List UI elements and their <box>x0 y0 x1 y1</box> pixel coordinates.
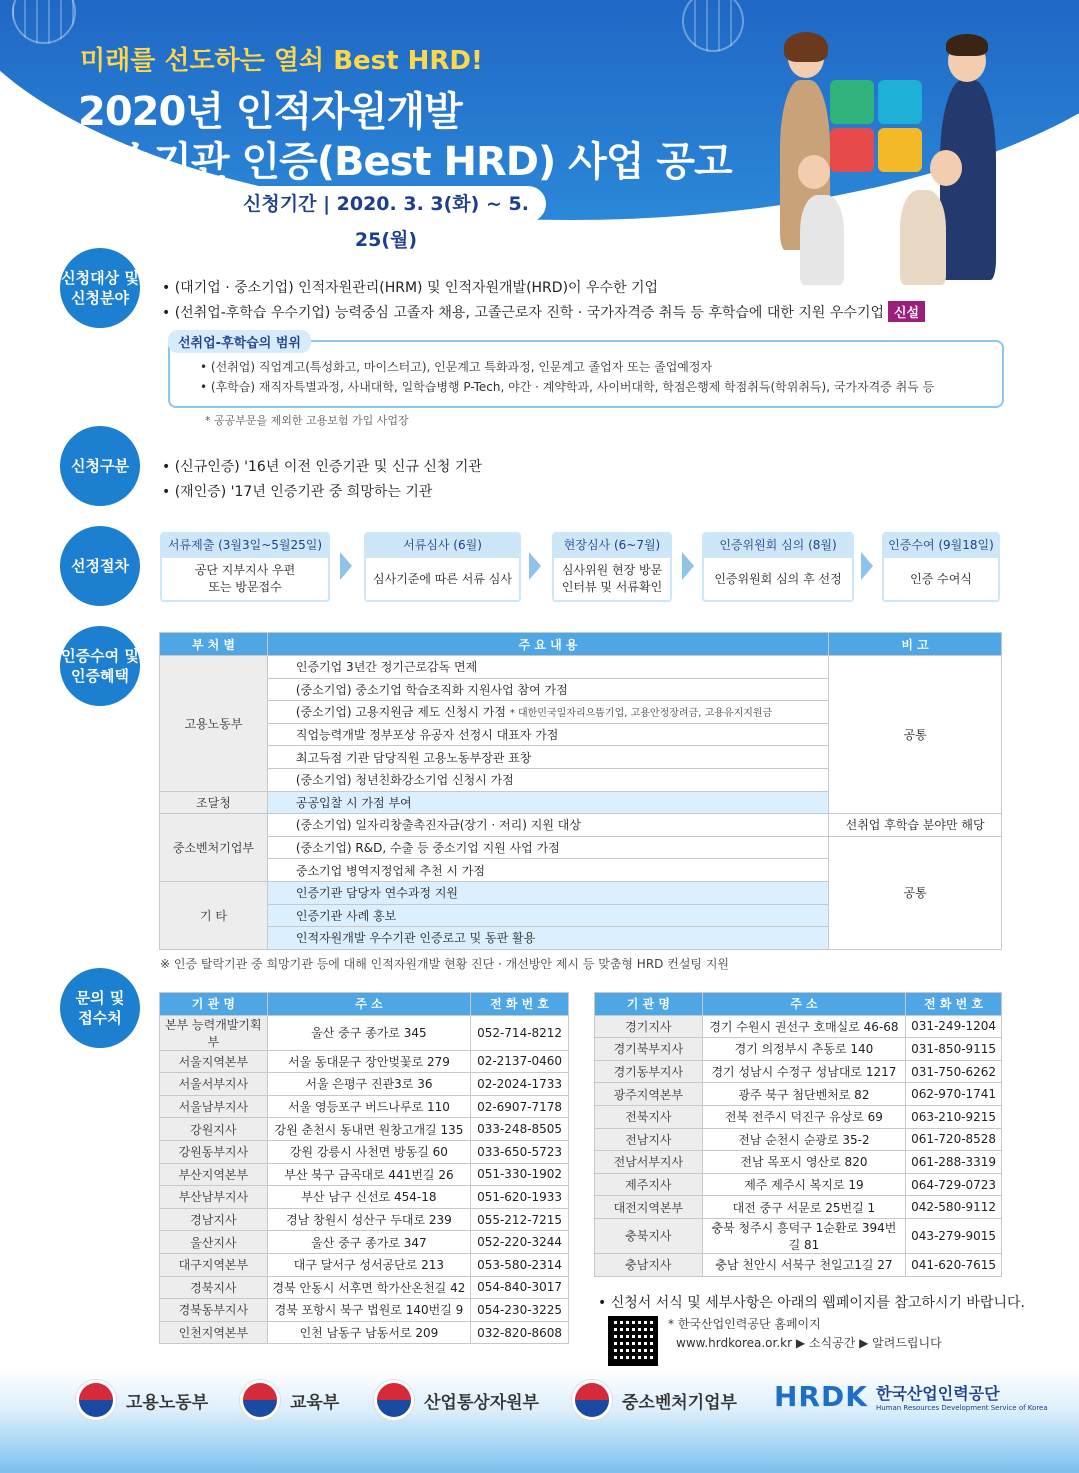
benefit-cell: (중소기업) R&D, 수출 등 중소기업 지원 사업 가점 <box>267 836 828 859</box>
badge-text: 인증혜택 <box>71 667 129 685</box>
arrow-icon <box>682 552 694 580</box>
table-row <box>160 1186 569 1209</box>
contact-org: 경기지사 <box>595 1015 703 1038</box>
contact-table-right <box>594 992 1002 1277</box>
benefits-footnote: ※ 인증 탈락기관 중 희망기관 등에 대해 인적자원개발 현황 진단 · 개선방안 제시 등 맞춤형 HRD 컨설팅 지원 <box>160 957 729 971</box>
contact-phone: 031-850-9115 <box>906 1038 1002 1061</box>
contact-phone: 054-840-3017 <box>471 1276 569 1299</box>
table-row <box>595 1196 1002 1219</box>
header-note: 비 고 <box>829 633 1002 656</box>
process-step-5 <box>882 532 1000 602</box>
logo-text: 교육부 <box>290 1392 340 1413</box>
scope-item2: • (후학습) 재직자특별과정, 사내대학, 일학습병행 P-Tech, 야간 · 계약학과, 사이버대학, 학점은행제 학점취득(학위취득), 국가자격증 취득 등 <box>200 380 935 394</box>
scope-title: 선취업-후학습의 범위 <box>168 330 311 353</box>
note-common: 공통 <box>829 836 1002 949</box>
step-title: 서류심사 (6월) <box>364 532 521 558</box>
table-row <box>160 656 1002 679</box>
contact-address: 서울 영등포구 버드나루로 110 <box>267 1095 470 1118</box>
title-line1: 2020년 인적자원개발 <box>78 89 462 135</box>
step-desc <box>882 558 1000 602</box>
contact-org: 전북지사 <box>595 1105 703 1128</box>
table-row <box>160 1118 569 1141</box>
contact-org: 서울지역본부 <box>160 1050 268 1073</box>
step-desc-line: 또는 방문접수 <box>208 580 282 594</box>
contact-org: 경기북부지사 <box>595 1038 703 1061</box>
person-hair <box>946 34 988 56</box>
note-lifelong: 선취업 후학습 분야만 해당 <box>829 814 1002 837</box>
category-item1: • (신규인증) '16년 이전 인증기관 및 신규 신청 기관 <box>162 459 482 475</box>
benefit-cell: 직업능력개발 정부포상 유공자 선정시 대표자 가점 <box>267 723 828 746</box>
badge-text: 인증수여 및 <box>61 647 139 665</box>
taeguk-icon <box>572 1380 612 1420</box>
badge-category <box>60 426 140 506</box>
table-row <box>160 1276 569 1299</box>
contact-phone: 031-750-6262 <box>906 1060 1002 1083</box>
person-boy-center <box>800 195 844 285</box>
table-row <box>160 1231 569 1254</box>
target-item1: • (대기업 · 중소기업) 인적자원관리(HRM) 및 인적자원개발(HRD)이 우수한 기업 <box>162 280 659 296</box>
contact-phone: 054-230-3225 <box>471 1299 569 1322</box>
contact-address: 경기 수원시 권선구 호매실로 46-68 <box>702 1015 905 1038</box>
arrow-icon <box>529 552 541 580</box>
header-phone: 전 화 번 호 <box>906 993 1002 1016</box>
contact-address: 전북 전주시 덕진구 유상로 69 <box>702 1105 905 1128</box>
table-row <box>595 1038 1002 1061</box>
contact-phone: 043-279-9015 <box>906 1218 1002 1253</box>
contact-address: 경남 창원시 성산구 두대로 239 <box>267 1208 470 1231</box>
contact-phone: 051-620-1933 <box>471 1186 569 1209</box>
contact-address: 충남 천안시 서북구 천일고1길 27 <box>702 1253 905 1276</box>
logo-text: 산업통상자원부 <box>424 1392 539 1413</box>
table-header-row <box>160 633 1002 656</box>
table-row <box>160 836 1002 859</box>
illustration <box>750 20 1070 290</box>
hrdk-mark: HRDK <box>774 1380 868 1413</box>
scope-item1: • (선취업) 직업계고(특성화고, 마이스터고), 인문계고 특화과정, 인문계고 졸업자 또는 졸업예정자 <box>200 360 713 374</box>
table-row <box>595 1015 1002 1038</box>
contact-table-left <box>159 992 569 1344</box>
contact-org: 서울남부지사 <box>160 1095 268 1118</box>
contact-address: 울산 중구 종가로 347 <box>267 1231 470 1254</box>
contact-org: 부산지역본부 <box>160 1163 268 1186</box>
table-row <box>595 1151 1002 1174</box>
process-step-4 <box>702 532 854 602</box>
step-desc-line: 인터뷰 및 서류확인 <box>561 580 663 594</box>
logo-education <box>240 1380 339 1420</box>
contact-phone: 053-580-2314 <box>471 1253 569 1276</box>
contact-address: 경북 포항시 북구 법원로 140번길 9 <box>267 1299 470 1322</box>
contact-address: 광주 북구 첨단벤처로 82 <box>702 1083 905 1106</box>
contact-org: 본부 능력개발기획부 <box>160 1015 268 1050</box>
header-org: 기 관 명 <box>595 993 703 1016</box>
badge-text: 신청분야 <box>71 289 129 307</box>
contact-org: 서울서부지사 <box>160 1073 268 1096</box>
contact-org: 경북지사 <box>160 1276 268 1299</box>
contact-address: 제주 제주시 복지로 19 <box>702 1173 905 1196</box>
benefit-cell: (중소기업) 중소기업 학습조직화 지원사업 참여 가점 <box>267 678 828 701</box>
taeguk-icon <box>374 1380 414 1420</box>
table-row <box>595 1128 1002 1151</box>
process-step-1 <box>160 532 330 602</box>
contact-org: 경기동부지사 <box>595 1060 703 1083</box>
hrdk-en: Human Resources Development Service of Korea <box>875 1404 1048 1412</box>
benefit-cell: (중소기업) 일자리창출촉진자금(장기 · 저리) 지원 대상 <box>267 814 828 837</box>
benefits-table <box>159 632 1002 950</box>
table-row <box>595 1105 1002 1128</box>
table-row <box>160 814 1002 837</box>
contact-address: 서울 은평구 진관3로 36 <box>267 1073 470 1096</box>
puzzle-piece-green <box>830 80 874 124</box>
contact-phone: 062-970-1741 <box>906 1083 1002 1106</box>
contact-org: 경남지사 <box>160 1208 268 1231</box>
contact-phone: 032-820-8608 <box>471 1321 569 1344</box>
contact-org: 충남지사 <box>595 1253 703 1276</box>
contact-phone: 033-650-5723 <box>471 1140 569 1163</box>
contact-phone: 02-2137-0460 <box>471 1050 569 1073</box>
badge-process <box>60 526 140 606</box>
contact-org: 부산남부지사 <box>160 1186 268 1209</box>
process-step-2 <box>364 532 521 602</box>
contact-address: 경기 성남시 수정구 성남대로 1217 <box>702 1060 905 1083</box>
contact-phone: 061-288-3319 <box>906 1151 1002 1174</box>
badge-target <box>60 248 140 328</box>
target-item2: • (선취업-후학습 우수기업) 능력중심 고졸자 채용, 고졸근로자 진학 · 국가자격증 취득 등 후학습에 대한 지원 우수기업 <box>162 305 884 321</box>
benefit-cell: 공공입찰 시 가점 부여 <box>267 791 828 814</box>
step-desc <box>160 558 330 602</box>
application-period: 신청기간 | 2020. 3. 3(화) ~ 5. 25(월) <box>226 186 546 222</box>
table-row <box>160 1321 569 1344</box>
contact-address: 강원 춘천시 동내면 원창고개길 135 <box>267 1118 470 1141</box>
contact-phone: 061-720-8528 <box>906 1128 1002 1151</box>
step-title: 현장심사 (6~7월) <box>552 532 672 558</box>
badge-text: 접수처 <box>78 1009 122 1027</box>
contact-address: 강원 강릉시 사천면 방동길 60 <box>267 1140 470 1163</box>
table-row <box>160 1073 569 1096</box>
contact-address: 부산 북구 금곡대로 441번길 26 <box>267 1163 470 1186</box>
dept-procure: 조달청 <box>160 791 268 814</box>
benefit-text: (중소기업) 고용지원금 제도 신청시 가점 <box>295 705 506 720</box>
person-head <box>930 150 962 186</box>
new-tag: 신설 <box>888 301 925 322</box>
step-title: 인증위원회 심의 (8월) <box>702 532 854 558</box>
contact-org: 대구지역본부 <box>160 1253 268 1276</box>
contact-org: 전남서부지사 <box>595 1151 703 1174</box>
globe-icon <box>20 182 74 236</box>
badge-benefits <box>60 626 140 706</box>
person-woman-right <box>900 190 946 285</box>
contact-address: 울산 중구 종가로 345 <box>267 1015 470 1050</box>
contact-org: 경북동부지사 <box>160 1299 268 1322</box>
contact-org: 울산지사 <box>160 1231 268 1254</box>
target-item2-row <box>162 301 925 322</box>
table-row <box>160 1163 569 1186</box>
header-phone: 전 화 번 호 <box>471 993 569 1016</box>
benefit-cell: (중소기업) 청년친화강소기업 신청시 가점 <box>267 768 828 791</box>
header-address: 주 소 <box>267 993 470 1016</box>
badge-contact <box>60 968 140 1048</box>
step-desc-line: 인증위원회 심의 후 선정 <box>714 571 842 586</box>
table-row <box>160 1208 569 1231</box>
step-desc-line: 심사기준에 따른 서류 심사 <box>373 571 512 586</box>
contact-org: 인천지역본부 <box>160 1321 268 1344</box>
taeguk-icon <box>76 1380 116 1420</box>
web-note: • 신청서 서식 및 세부사항은 아래의 웹페이지를 참고하시기 바랍니다. <box>598 1295 1025 1311</box>
step-desc <box>552 558 672 602</box>
benefit-cell: 중소기업 병역지정업체 추천 시 가점 <box>267 859 828 882</box>
contact-org: 충북지사 <box>595 1218 703 1253</box>
contact-org: 전남지사 <box>595 1128 703 1151</box>
step-desc <box>702 558 854 602</box>
header-address: 주 소 <box>702 993 905 1016</box>
table-row <box>160 1095 569 1118</box>
badge-text: 선정절차 <box>71 557 129 575</box>
puzzle-piece-cyan <box>878 80 922 124</box>
taeguk-icon <box>240 1380 280 1420</box>
table-row <box>160 1140 569 1163</box>
header-dept: 부 처 별 <box>160 633 268 656</box>
step-title: 인증수여 (9월18일) <box>882 532 1000 558</box>
contact-phone: 042-580-9112 <box>906 1196 1002 1219</box>
process-step-3 <box>552 532 672 602</box>
contact-address: 서울 동대문구 장안벚꽃로 279 <box>267 1050 470 1073</box>
contact-phone: 052-714-8212 <box>471 1015 569 1050</box>
arrow-icon <box>340 552 352 580</box>
contact-phone: 02-6907-7178 <box>471 1095 569 1118</box>
person-hair <box>784 32 828 62</box>
step-desc-line: 심사위원 현장 방문 <box>561 563 663 577</box>
web-label: * 한국산업인력공단 홈페이지 <box>668 1317 821 1331</box>
step-desc-line: 인증 수여식 <box>910 571 972 586</box>
contact-address: 대구 달서구 성서공단로 213 <box>267 1253 470 1276</box>
contact-org: 강원지사 <box>160 1118 268 1141</box>
logo-hrdk <box>774 1380 1048 1413</box>
contact-address: 인천 남동구 남동서로 209 <box>267 1321 470 1344</box>
logo-sme <box>572 1380 737 1420</box>
benefit-cell: 인증기관 사례 홍보 <box>267 904 828 927</box>
contact-address: 전남 목포시 영산로 820 <box>702 1151 905 1174</box>
table-row <box>595 1060 1002 1083</box>
step-title: 서류제출 (3월3일~5월25일) <box>160 532 330 558</box>
contact-address: 충북 청주시 흥덕구 1순환로 394번길 81 <box>702 1218 905 1253</box>
qr-code-icon[interactable] <box>608 1316 658 1366</box>
note-common: 공통 <box>829 656 1002 814</box>
table-row <box>160 1299 569 1322</box>
contact-phone: 063-210-9215 <box>906 1105 1002 1128</box>
dept-sme: 중소벤처기업부 <box>160 814 268 882</box>
contact-phone: 055-212-7215 <box>471 1208 569 1231</box>
puzzle-piece-red <box>830 128 874 172</box>
badge-text: 신청구분 <box>71 457 129 475</box>
benefit-cell <box>267 701 828 724</box>
contact-phone: 052-220-3244 <box>471 1231 569 1254</box>
benefit-cell: 최고득점 기관 담당직원 고용노동부장관 표창 <box>267 746 828 769</box>
table-row <box>160 1015 569 1050</box>
contact-left-body <box>160 1015 569 1344</box>
contact-org: 제주지사 <box>595 1173 703 1196</box>
table-row <box>595 1218 1002 1253</box>
contact-org: 강원동부지사 <box>160 1140 268 1163</box>
step-desc-line: 공단 지부지사 우편 <box>194 563 296 577</box>
target-footnote: * 공공부문을 제외한 고용보험 가입 사업장 <box>205 414 409 427</box>
table-row <box>595 1083 1002 1106</box>
dept-etc: 기 타 <box>160 881 268 949</box>
arrow-icon <box>861 552 873 580</box>
badge-text: 신청대상 및 <box>61 269 139 287</box>
contact-right-body <box>595 1015 1002 1276</box>
contact-phone: 051-330-1902 <box>471 1163 569 1186</box>
puzzle-piece-yellow <box>878 128 922 172</box>
contact-address: 전남 순천시 순광로 35-2 <box>702 1128 905 1151</box>
contact-address: 경북 안동시 서후면 학가산온천길 42 <box>267 1276 470 1299</box>
logo-industry <box>374 1380 539 1420</box>
benefit-subnote: * 대한민국일자리으뜸기업, 고용안정장려금, 고용유지지원금 <box>509 708 773 720</box>
person-head <box>798 155 830 189</box>
header-content: 주 요 내 용 <box>267 633 828 656</box>
table-row <box>595 1253 1002 1276</box>
step-desc <box>364 558 521 602</box>
logo-labor <box>76 1380 208 1420</box>
header-org: 기 관 명 <box>160 993 268 1016</box>
contact-address: 대전 중구 서문로 25번길 1 <box>702 1196 905 1219</box>
table-header-row <box>160 993 569 1016</box>
contact-phone: 041-620-7615 <box>906 1253 1002 1276</box>
contact-phone: 031-249-1204 <box>906 1015 1002 1038</box>
contact-org: 대전지역본부 <box>595 1196 703 1219</box>
slogan: 미래를 선도하는 열쇠 Best HRD! <box>80 46 483 76</box>
title-line2: 우수기관 인증(Best HRD) 사업 공고 <box>78 139 732 185</box>
logo-text: 고용노동부 <box>126 1392 209 1413</box>
benefit-cell: 인증기관 담당자 연수과정 지원 <box>267 881 828 904</box>
web-path[interactable]: www.hrdkorea.or.kr ▶ 소식공간 ▶ 알려드립니다 <box>676 1336 942 1350</box>
dept-labor: 고용노동부 <box>160 656 268 792</box>
logo-text: 중소벤처기업부 <box>622 1392 737 1413</box>
hrdk-name: 한국산업인력공단 <box>875 1384 1000 1403</box>
badge-text: 문의 및 <box>75 989 125 1007</box>
category-item2: • (재인증) '17년 인증기관 중 희망하는 기관 <box>162 484 433 500</box>
contact-address: 부산 남구 신선로 454-18 <box>267 1186 470 1209</box>
contact-phone: 033-248-8505 <box>471 1118 569 1141</box>
contact-address: 경기 의정부시 추동로 140 <box>702 1038 905 1061</box>
table-header-row <box>595 993 1002 1016</box>
table-row <box>160 1253 569 1276</box>
benefit-cell: 인적자원개발 우수기관 인증로고 및 동판 활용 <box>267 927 828 950</box>
table-row <box>595 1173 1002 1196</box>
table-row <box>160 1050 569 1073</box>
contact-phone: 064-729-0723 <box>906 1173 1002 1196</box>
hrdk-text-group <box>876 1381 1048 1412</box>
benefit-cell: 인증기업 3년간 정기근로감독 면제 <box>267 656 828 679</box>
contact-phone: 02-2024-1733 <box>471 1073 569 1096</box>
contact-org: 광주지역본부 <box>595 1083 703 1106</box>
